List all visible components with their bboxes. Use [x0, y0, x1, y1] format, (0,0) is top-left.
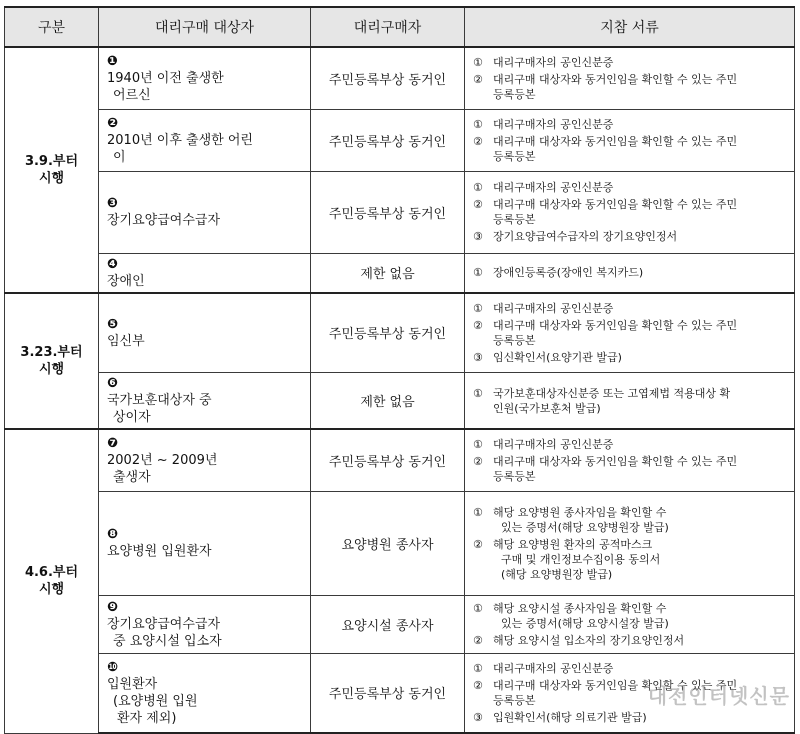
doc-line: 입원확인서(해당 의료기관 발급) — [493, 710, 647, 724]
doc-line: 국가보훈대상자신분증 또는 고엽제법 적용대상 확 — [493, 386, 731, 400]
proxy-cell: 주민등록부상 동거인 — [311, 653, 465, 733]
doc-mark: ② — [473, 537, 483, 551]
doc-line: 해당 요양시설 종사자임을 확인할 수 — [493, 601, 667, 615]
doc-line: (해당 요양병원장 발급) — [501, 567, 613, 581]
item-number: ❽ — [107, 527, 119, 542]
doc-mark: ① — [473, 437, 483, 451]
doc-item — [473, 661, 788, 676]
docs-cell — [465, 293, 795, 373]
doc-line: 대리구매자의 공인신분증 — [493, 181, 614, 194]
table-row — [5, 373, 795, 430]
doc-mark: ① — [473, 505, 483, 519]
target-line: 입원환자 — [107, 676, 158, 692]
target-cell — [99, 491, 311, 595]
section-label-line: 3.23.부터 — [20, 344, 83, 360]
doc-mark: ③ — [473, 230, 483, 243]
target-line: 장기요양급여수급자 — [107, 213, 221, 228]
proxy-cell: 요양병원 종사자 — [311, 491, 465, 595]
target-line: 출생자 — [113, 469, 151, 485]
doc-line: 해당 요양병원 환자의 공적마스크 — [493, 537, 653, 551]
doc-line: 임신확인서(요양기관 발급) — [493, 350, 622, 364]
doc-item — [473, 601, 788, 631]
target-cell — [99, 171, 311, 253]
doc-line: 대리구매 대상자와 동거인임을 확인할 수 있는 주민 — [493, 318, 738, 332]
doc-line: 등록등본 — [493, 693, 536, 707]
doc-line: 구매 및 개인정보수집이용 동의서 — [501, 552, 661, 566]
doc-item — [473, 633, 788, 648]
doc-line: 있는 증명서(해당 요양시설장 발급) — [501, 616, 669, 630]
docs-cell — [465, 109, 795, 171]
doc-line: 등록등본 — [493, 149, 536, 163]
table-row — [5, 491, 795, 595]
item-number: ❺ — [107, 316, 119, 332]
doc-line: 인원(국가보훈처 발급) — [493, 401, 601, 415]
target-line: 이 — [113, 149, 126, 165]
proxy-cell: 제한 없음 — [311, 253, 465, 293]
doc-item — [473, 265, 788, 280]
doc-item — [473, 454, 788, 484]
target-line: 국가보훈대상자 중 — [107, 393, 212, 408]
doc-item — [473, 301, 788, 316]
table-row — [5, 293, 795, 373]
doc-mark: ③ — [473, 350, 483, 364]
proxy-cell: 주민등록부상 동거인 — [311, 47, 465, 109]
section-label-line: 시행 — [38, 170, 65, 186]
doc-mark: ① — [473, 181, 483, 194]
doc-line: 등록등본 — [493, 333, 536, 347]
doc-item — [473, 437, 788, 452]
doc-line: 있는 증명서(해당 요양병원장 발급) — [501, 520, 669, 534]
target-cell — [99, 595, 311, 653]
target-cell — [99, 253, 311, 293]
doc-item — [473, 197, 788, 227]
item-number: ❼ — [107, 435, 119, 451]
doc-item — [473, 386, 788, 416]
doc-line: 대리구매자의 공인신분증 — [493, 437, 614, 451]
proxy-cell: 주민등록부상 동거인 — [311, 109, 465, 171]
target-line: 환자 제외) — [117, 710, 177, 726]
target-cell — [99, 47, 311, 109]
doc-mark: ① — [473, 386, 483, 400]
mask-proxy-purchase-table — [4, 6, 795, 734]
doc-mark: ① — [473, 266, 483, 279]
docs-cell — [465, 429, 795, 491]
header-row — [5, 7, 795, 47]
doc-line: 대리구매 대상자와 동거인임을 확인할 수 있는 주민 — [493, 198, 738, 211]
doc-item — [473, 229, 788, 244]
doc-mark: ① — [473, 117, 483, 131]
target-line: 장기요양급여수급자 — [107, 616, 221, 632]
doc-line: 대리구매 대상자와 동거인임을 확인할 수 있는 주민 — [493, 454, 738, 468]
doc-line: 해당 요양시설 입소자의 장기요양인정서 — [493, 633, 685, 647]
target-line: 2002년 ~ 2009년 — [107, 452, 218, 468]
doc-line: 대리구매자의 공인신분증 — [493, 55, 614, 69]
table-row — [5, 253, 795, 293]
doc-item — [473, 72, 788, 102]
section-label-line: 시행 — [38, 361, 65, 377]
doc-item — [473, 710, 788, 725]
doc-mark: ① — [473, 601, 483, 615]
section-cell — [5, 293, 99, 430]
doc-mark: ② — [473, 72, 483, 86]
docs-cell — [465, 595, 795, 653]
item-number: ❻ — [107, 376, 119, 391]
doc-line: 대리구매 대상자와 동거인임을 확인할 수 있는 주민 — [493, 678, 738, 692]
doc-mark: ③ — [473, 710, 483, 724]
header-target: 대리구매 대상자 — [99, 7, 311, 47]
section-label-line: 3.9.부터 — [24, 153, 79, 169]
header-category: 구분 — [5, 7, 99, 47]
doc-mark: ① — [473, 301, 483, 315]
doc-item — [473, 350, 788, 365]
table-row — [5, 109, 795, 171]
proxy-cell: 주민등록부상 동거인 — [311, 293, 465, 373]
table-row — [5, 171, 795, 253]
target-line: 중 요양시설 입소자 — [113, 633, 222, 649]
doc-line: 등록등본 — [493, 213, 536, 226]
proxy-cell: 주민등록부상 동거인 — [311, 429, 465, 491]
header-proxy: 대리구매자 — [311, 7, 465, 47]
doc-item — [473, 117, 788, 132]
target-cell — [99, 429, 311, 491]
doc-item — [473, 180, 788, 195]
proxy-cell: 요양시설 종사자 — [311, 595, 465, 653]
target-line: 상이자 — [113, 410, 151, 425]
doc-item — [473, 318, 788, 348]
docs-cell — [465, 171, 795, 253]
doc-line: 대리구매자의 공인신분증 — [493, 661, 614, 675]
table-row — [5, 47, 795, 109]
target-line: 요양병원 입원환자 — [107, 544, 212, 559]
target-line: (요양병원 입원 — [113, 693, 198, 709]
table-row — [5, 429, 795, 491]
doc-item — [473, 537, 788, 582]
doc-mark: ① — [473, 55, 483, 69]
table-row — [5, 595, 795, 653]
item-number: ❸ — [107, 196, 119, 211]
doc-mark: ① — [473, 661, 483, 675]
target-line: 임신부 — [107, 333, 145, 349]
doc-item — [473, 55, 788, 70]
doc-line: 장기요양급여수급자의 장기요양인정서 — [493, 230, 678, 243]
doc-mark: ② — [473, 318, 483, 332]
doc-line: 대리구매 대상자와 동거인임을 확인할 수 있는 주민 — [493, 134, 738, 148]
doc-mark: ② — [473, 454, 483, 468]
doc-line: 장애인등록증(장애인 복지카드) — [493, 266, 644, 279]
docs-cell — [465, 491, 795, 595]
doc-line: 등록등본 — [493, 87, 536, 101]
item-number: ❾ — [107, 599, 119, 615]
doc-line: 대리구매자의 공인신분증 — [493, 117, 614, 131]
doc-line: 대리구매 대상자와 동거인임을 확인할 수 있는 주민 — [493, 72, 738, 86]
target-cell — [99, 373, 311, 430]
doc-mark: ② — [473, 633, 483, 647]
item-number: ❿ — [107, 659, 119, 675]
target-line: 2010년 이후 출생한 어린 — [107, 132, 253, 148]
doc-item — [473, 505, 788, 535]
target-cell — [99, 109, 311, 171]
target-cell — [99, 653, 311, 733]
doc-mark: ② — [473, 198, 483, 211]
doc-line: 해당 요양병원 종사자임을 확인할 수 — [493, 505, 667, 519]
target-line: 1940년 이전 출생한 — [107, 70, 224, 86]
doc-line: 등록등본 — [493, 469, 536, 483]
doc-item — [473, 134, 788, 164]
target-cell — [99, 293, 311, 373]
header-documents: 지참 서류 — [465, 7, 795, 47]
section-label-line: 시행 — [38, 582, 65, 598]
docs-cell — [465, 253, 795, 293]
section-cell — [5, 47, 99, 293]
doc-mark: ② — [473, 678, 483, 692]
target-line: 장애인 — [107, 273, 145, 289]
target-line: 어르신 — [113, 87, 151, 103]
section-label-line: 4.6.부터 — [24, 565, 79, 581]
docs-cell — [465, 373, 795, 430]
item-number: ❷ — [107, 115, 119, 131]
proxy-cell: 제한 없음 — [311, 373, 465, 430]
item-number: ❶ — [107, 53, 119, 69]
doc-mark: ② — [473, 134, 483, 148]
watermark: 대전인터넷신문 — [647, 684, 790, 708]
item-number: ❹ — [107, 256, 119, 272]
docs-cell — [465, 47, 795, 109]
doc-line: 대리구매자의 공인신분증 — [493, 301, 614, 315]
section-cell — [5, 429, 99, 733]
proxy-cell: 주민등록부상 동거인 — [311, 171, 465, 253]
